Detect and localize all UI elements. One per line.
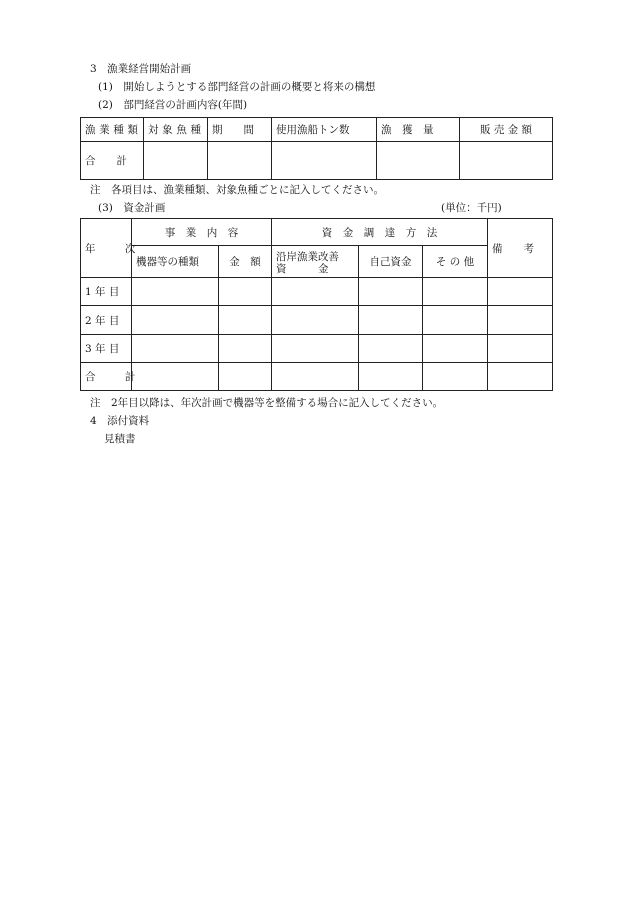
cell[interactable] — [219, 278, 272, 306]
row-label-year2: 2 年 目 — [81, 306, 132, 335]
cell[interactable] — [359, 278, 423, 306]
cell[interactable] — [272, 306, 359, 335]
business-plan-table — [80, 117, 553, 180]
cell[interactable] — [488, 363, 553, 391]
total-cell-period[interactable] — [208, 142, 272, 180]
total-cell-tonnage[interactable] — [272, 142, 377, 180]
item-2-text: (2) 部門経営の計画内容(年間) — [98, 99, 248, 111]
header-funding-method: 資 金 調 達 方 法 — [272, 219, 488, 246]
cell[interactable] — [359, 335, 423, 363]
item-1-text: (1) 開始しようとする部門経営の計画の概要と将来の構想 — [98, 81, 376, 93]
header-remarks: 備 考 — [488, 219, 553, 278]
note-2: 注 2年目以降は、年次計画で機器等を整備する場合に記入してください。 — [90, 397, 444, 409]
header-period: 期 間 — [208, 118, 272, 142]
header-business-content: 事 業 内 容 — [132, 219, 272, 246]
header-sales-amount: 販 売 金 額 — [460, 118, 553, 142]
cell[interactable] — [488, 278, 553, 306]
total-cell-catch[interactable] — [377, 142, 460, 180]
cell[interactable] — [219, 363, 272, 391]
cell[interactable] — [423, 363, 488, 391]
section-3-title: 3 漁業経営開始計画 — [90, 63, 192, 75]
attachment-item: 見積書 — [104, 433, 136, 445]
header-vessel-tonnage: 使用漁船トン数 — [272, 118, 377, 142]
header-own-funds: 自己資金 — [359, 246, 423, 278]
header-coastal-fund — [272, 246, 359, 278]
cell[interactable] — [219, 306, 272, 335]
funding-plan-table — [80, 218, 553, 391]
cell[interactable] — [132, 278, 219, 306]
header-coastal-fund-line2: 資 金 — [276, 262, 329, 275]
cell[interactable] — [359, 306, 423, 335]
cell[interactable] — [488, 306, 553, 335]
cell[interactable] — [423, 306, 488, 335]
header-other: そ の 他 — [423, 246, 488, 278]
header-fishery-type: 漁業種類 — [81, 118, 144, 142]
cell[interactable] — [219, 335, 272, 363]
header-catch-amount: 漁 獲 量 — [377, 118, 460, 142]
total-label: 合 計 — [81, 142, 144, 180]
cell[interactable] — [272, 278, 359, 306]
cell[interactable] — [423, 278, 488, 306]
total-cell-species[interactable] — [144, 142, 208, 180]
header-target-species: 対象魚種 — [144, 118, 208, 142]
header-coastal-fund-line1: 沿岸漁業改善 — [276, 250, 339, 263]
item-3-text: (3) 資金計画 — [98, 202, 166, 214]
row-label-year3: 3 年 目 — [81, 335, 132, 363]
cell[interactable] — [423, 335, 488, 363]
total-cell-sales[interactable] — [460, 142, 553, 180]
header-equipment-type: 機器等の種類 — [132, 246, 219, 278]
header-amount: 金 額 — [219, 246, 272, 278]
cell[interactable] — [272, 363, 359, 391]
row-label-total: 合 計 — [81, 363, 132, 391]
unit-label: (単位：千円) — [441, 202, 502, 214]
cell[interactable] — [272, 335, 359, 363]
header-year: 年 次 — [81, 219, 132, 278]
note-1: 注 各項目は、漁業種類、対象魚種ごとに記入してください。 — [90, 184, 384, 196]
cell[interactable] — [132, 306, 219, 335]
cell[interactable] — [488, 335, 553, 363]
cell[interactable] — [359, 363, 423, 391]
cell[interactable] — [132, 335, 219, 363]
section-4-title: 4 添付資料 — [90, 415, 150, 427]
row-label-year1: 1 年 目 — [81, 278, 132, 306]
